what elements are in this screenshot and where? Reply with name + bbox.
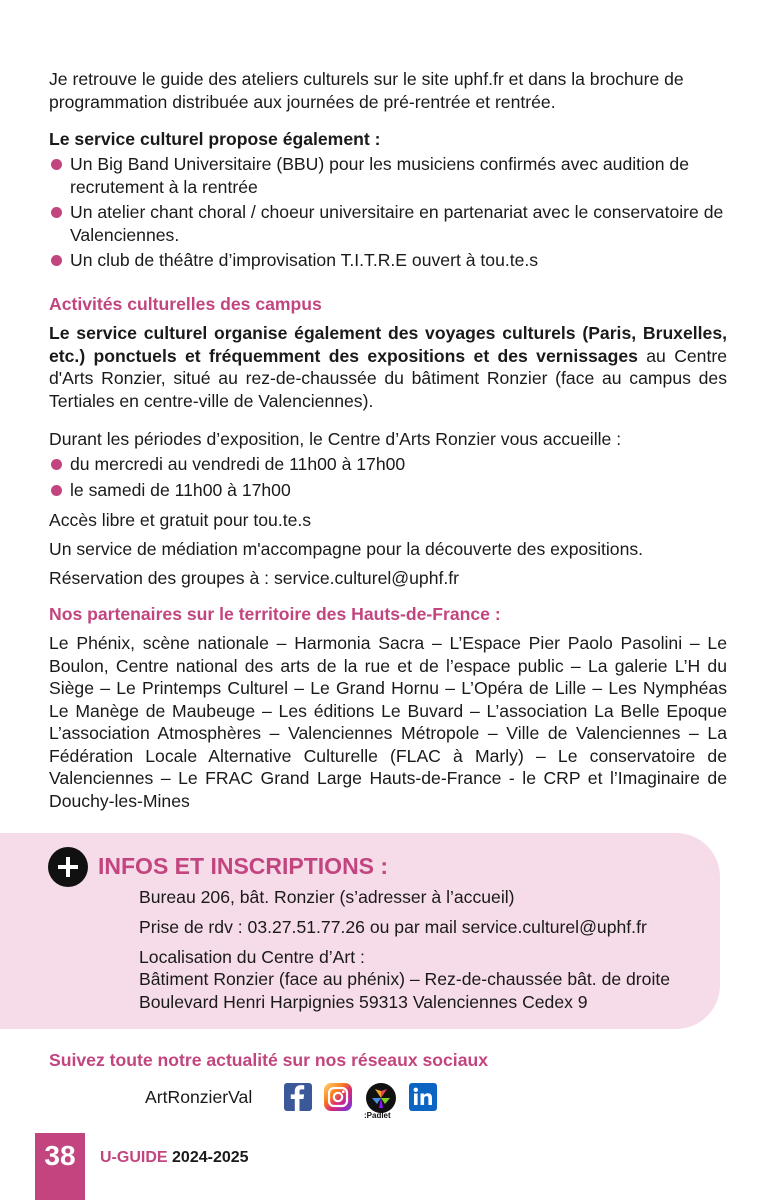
info-appointment: Prise de rdv : 03.27.51.77.26 ou par mail service.culturel@uphf.fr bbox=[139, 917, 647, 937]
activities-heading: Activités culturelles des campus bbox=[49, 294, 322, 314]
padlet-icon[interactable] bbox=[366, 1083, 396, 1113]
linkedin-icon[interactable] bbox=[409, 1083, 437, 1111]
guide-name: U-GUIDE bbox=[100, 1149, 168, 1166]
info-location-address: Boulevard Henri Harpignies 59313 Valenciennes Cedex 9 bbox=[139, 992, 588, 1012]
services-list bbox=[49, 153, 727, 275]
hours-list bbox=[49, 453, 727, 504]
bullet-dot-icon bbox=[51, 485, 62, 496]
mediation-text: Un service de médiation m'accompagne pour la découverte des expositions. bbox=[49, 539, 644, 559]
social-handle: ArtRonzierVal bbox=[145, 1087, 253, 1107]
info-location-label: Localisation du Centre d’Art : bbox=[139, 947, 365, 967]
free-access-text: Accès libre et gratuit pour tou.te.s bbox=[49, 510, 312, 530]
social-title: Suivez toute notre actualité sur nos réseaux sociaux bbox=[49, 1050, 489, 1070]
activities-bold-text: Le service culturel organise également des voyages culturels (Paris, Bruxelles, etc.) ponctuels et fréquemment des expositions et des vernissages bbox=[49, 323, 727, 366]
list-item: du mercredi au vendredi de 11h00 à 17h00 bbox=[49, 453, 727, 476]
bullet-dot-icon bbox=[51, 159, 62, 170]
guide-year: 2024-2025 bbox=[172, 1149, 249, 1166]
list-item: le samedi de 11h00 à 17h00 bbox=[49, 479, 727, 502]
plus-icon bbox=[48, 847, 88, 887]
guide-label bbox=[100, 1148, 249, 1168]
bullet-dot-icon bbox=[51, 207, 62, 218]
info-office: Bureau 206, bât. Ronzier (s’adresser à l’accueil) bbox=[139, 887, 515, 907]
info-location-building: Bâtiment Ronzier (face au phénix) – Rez-de-chaussée bât. de droite bbox=[139, 969, 671, 989]
bullet-dot-icon bbox=[51, 255, 62, 266]
services-title: Le service culturel propose également : bbox=[49, 129, 381, 149]
padlet-label: :Padlet bbox=[364, 1111, 391, 1120]
facebook-icon[interactable] bbox=[284, 1083, 312, 1111]
reservation-text: Réservation des groupes à : service.culturel@uphf.fr bbox=[49, 568, 460, 588]
partners-heading: Nos partenaires sur le territoire des Hauts-de-France : bbox=[49, 604, 501, 624]
bullet-dot-icon bbox=[51, 459, 62, 470]
list-item: Un Big Band Universitaire (BBU) pour les musiciens confirmés avec audition de recrutement à la rentrée bbox=[49, 153, 727, 198]
activities-rest-text: au Centre d'Arts Ronzier, situé au rez-de-chaussée du bâtiment Ronzier (face au campus des Tertiales en centre-ville de Valenciennes). bbox=[49, 345, 727, 411]
hours-intro: Durant les périodes d’exposition, le Centre d’Arts Ronzier vous accueille : bbox=[49, 429, 622, 449]
info-title: INFOS ET INSCRIPTIONS : bbox=[98, 853, 389, 879]
page-number: 38 bbox=[44, 1140, 76, 1171]
list-item: Un atelier chant choral / choeur universitaire en partenariat avec le conservatoire de Valenciennes. bbox=[49, 201, 727, 246]
partners-text: Le Phénix, scène nationale – Harmonia Sacra – L’Espace Pier Paolo Pasolini – Le Boulon, Centre national des arts de la rue et de l’espace public – La galerie L’H du Siège – Le Printemps Culturel – Le Grand Hornu – L’Opéra de Lille – Les Nymphéas Le Manège de Maubeuge – Les éditions Le Buvard – L’association La Belle Epoque L’association Atmosphères – Valenciennes Métropole – Ville de Valenciennes – La Fédération Locale Alternative Culturelle (FLAC à Marly) – Le conservatoire de Valenciennes – Le FRAC Grand Large Hauts-de-France - le CRP et l’Imaginaire de Douchy-les-Mines bbox=[49, 633, 727, 811]
list-item: Un club de théâtre d’improvisation T.I.T.R.E ouvert à tou.te.s bbox=[49, 249, 727, 272]
activities-paragraph bbox=[49, 322, 727, 412]
instagram-icon[interactable] bbox=[324, 1083, 352, 1111]
intro-paragraph: Je retrouve le guide des ateliers culturels sur le site uphf.fr et dans la brochure de programmation distribuée aux journées de pré-rentrée et rentrée. bbox=[49, 69, 684, 112]
